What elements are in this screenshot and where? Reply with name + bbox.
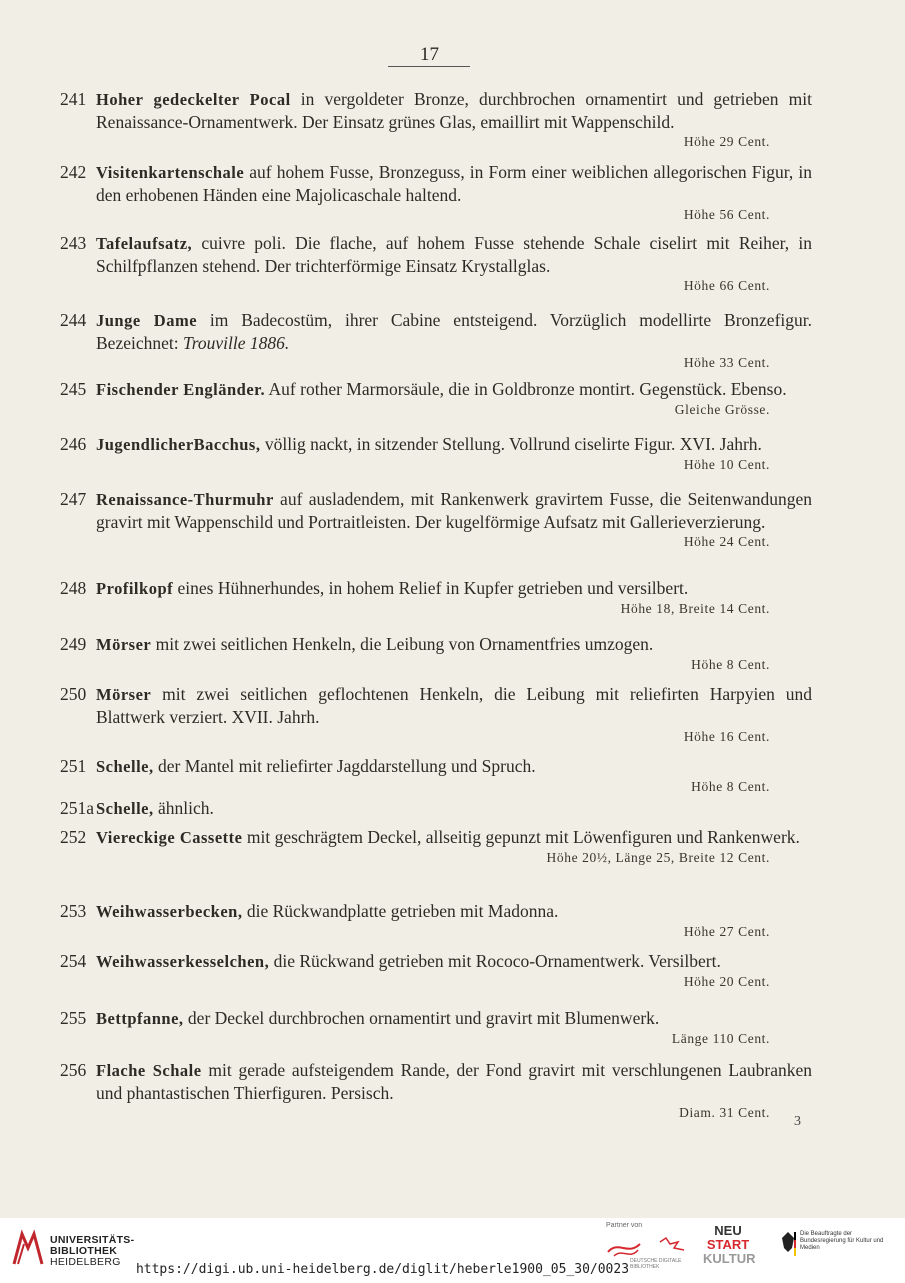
entry-number: 254 <box>60 951 87 971</box>
catalog-entry <box>60 826 812 866</box>
entry-number: 253 <box>60 901 87 921</box>
entry-text <box>60 1007 812 1030</box>
catalog-entry <box>60 755 812 795</box>
entry-text <box>60 633 812 656</box>
neustart-line1: NEU <box>714 1223 742 1238</box>
entry-title: Viereckige Cassette <box>96 828 243 847</box>
entry-number: 243 <box>60 233 87 253</box>
entry-title: Flache Schale <box>96 1061 202 1080</box>
entry-title: Bettpfanne, <box>96 1009 184 1028</box>
entry-description: in vergoldeter Bronze, durchbrochen ornamentirt und getrieben mit Renaissance-Ornamentwerk. Der Einsatz grünes Glas, emaillirt mit Wappenschild. <box>96 89 812 132</box>
neustart-line3: KULTUR <box>703 1251 756 1266</box>
entry-text <box>60 683 812 728</box>
entry-text <box>60 232 812 277</box>
entry-number: 251a <box>60 798 95 818</box>
catalog-entry <box>60 88 812 150</box>
entry-number: 252 <box>60 827 87 847</box>
entry-description: mit zwei seitlichen geflochtenen Henkeln, die Leibung mit reliefirten Harpyien und Blattwerk verziert. XVII. Jahrh. <box>96 684 812 727</box>
entry-description: eines Hühnerhundes, in hohem Relief in Kupfer getrieben und versilbert. <box>173 578 689 598</box>
catalog-entry <box>60 378 812 418</box>
entry-description: auf hohem Fusse, Bronzeguss, in Form einer weiblichen allegorischen Figur, in den erhobenen Händen eine Majolicaschale haltend. <box>96 162 812 205</box>
entry-title: Hoher gedeckelter Pocal <box>96 90 291 109</box>
entry-dimensions: Höhe 24 Cent. <box>683 534 770 549</box>
entry-text <box>60 88 812 133</box>
catalog-entry <box>60 309 812 371</box>
entry-description: cuivre poli. Die flache, auf hohem Fusse stehende Schale ciselirt mit Reiher, in Schilfpflanzen stehend. Der trichterförmige Einsatz Krystallglas. <box>96 233 812 276</box>
entry-text <box>60 755 812 778</box>
entry-dimensions: Höhe 29 Cent. <box>683 134 770 149</box>
entry-title: Renaissance-Thurmuhr <box>96 490 274 509</box>
entry-title: Mörser <box>96 685 152 704</box>
entry-description: auf ausladendem, mit Rankenwerk gravirtem Fusse, die Seitenwandungen gravirt mit Wappenschild und Portraitleisten. Der kugelförmige Aufsatz mit Gallerieverzierung. <box>96 489 812 532</box>
entry-description: mit geschrägtem Deckel, allseitig gepunzt mit Löwenfiguren und Rankenwerk. <box>242 827 800 847</box>
catalog-entry <box>60 1007 812 1047</box>
entry-text <box>60 433 812 456</box>
catalog-entry <box>60 900 812 940</box>
entry-title: Junge Dame <box>96 311 198 330</box>
entry-signature-inscription: Trouville 1886. <box>182 333 290 353</box>
entry-dimensions: Höhe 8 Cent. <box>691 657 770 672</box>
entry-number: 255 <box>60 1008 87 1028</box>
catalog-entry <box>60 633 812 673</box>
catalog-entry <box>60 950 812 990</box>
neustart-kultur-logo[interactable] <box>703 1223 756 1266</box>
entry-text <box>60 161 812 206</box>
entry-dimensions: Höhe 56 Cent. <box>683 207 770 222</box>
entry-number: 256 <box>60 1060 87 1080</box>
entry-text <box>60 900 812 923</box>
entry-description: die Rückwandplatte getrieben mit Madonna. <box>242 901 559 921</box>
entry-title: Schelle, <box>96 799 154 818</box>
entry-description: der Deckel durchbrochen ornamentirt und gravirt mit Blumenwerk. <box>183 1008 660 1028</box>
entry-dimensions: Länge 110 Cent. <box>671 1031 770 1046</box>
entry-number: 251 <box>60 756 87 776</box>
entry-number: 247 <box>60 489 87 509</box>
page-number: 17 <box>420 44 439 65</box>
entry-description: Auf rother Marmorsäule, die in Goldbronze montirt. Gegenstück. Ebenso. <box>265 379 787 399</box>
partner-label: Partner von <box>606 1222 643 1229</box>
entry-description: mit gerade aufsteigendem Rande, der Fond gravirt mit verschlungenen Laubranken und phantastischen Thierfiguren. Persisch. <box>96 1060 812 1103</box>
federal-commissioner-text: Die Beauftragte der Bundesregierung für Kultur und Medien <box>800 1231 884 1251</box>
catalog-entry <box>60 577 812 617</box>
entry-description: völlig nackt, in sitzender Stellung. Vollrund ciselirte Figur. XVI. Jahrh. <box>260 434 762 454</box>
library-name-line3: HEIDELBERG <box>50 1256 121 1268</box>
entry-title: Fischender Engländer. <box>96 380 266 399</box>
entry-dimensions: Gleiche Grösse. <box>674 402 770 417</box>
entry-description: ähnlich. <box>153 798 214 818</box>
entry-number: 241 <box>60 89 87 109</box>
entry-text <box>60 826 812 849</box>
neustart-line2: START <box>706 1237 750 1252</box>
federal-eagle-icon[interactable] <box>780 1230 796 1256</box>
entry-text <box>60 309 812 354</box>
entry-dimensions: Höhe 16 Cent. <box>683 729 770 744</box>
entry-number: 249 <box>60 634 87 654</box>
entry-title: Mörser <box>96 635 152 654</box>
entry-dimensions: Höhe 27 Cent. <box>683 924 770 939</box>
entry-dimensions: Höhe 20½, Länge 25, Breite 12 Cent. <box>546 850 770 865</box>
page-url[interactable]: https://digi.ub.uni-heidelberg.de/diglit/heberle1900_05_30/0023 <box>135 1262 630 1277</box>
entry-dimensions: Höhe 20 Cent. <box>683 974 770 989</box>
ddb-label: DEUTSCHE DIGITALE BIBLIOTHEK <box>630 1258 682 1270</box>
entry-text <box>60 378 812 401</box>
entry-description: mit zwei seitlichen Henkeln, die Leibung von Ornamentfries umzogen. <box>151 634 654 654</box>
library-name-line1: UNIVERSITÄTS- <box>50 1234 135 1246</box>
entry-description: die Rückwand getrieben mit Rococo-Ornamentwerk. Versilbert. <box>269 951 721 971</box>
entry-title: JugendlicherBacchus, <box>96 435 261 454</box>
entry-dimensions: Höhe 33 Cent. <box>683 355 770 370</box>
page-number-rule <box>388 66 470 67</box>
library-name-line2: BIBLIOTHEK <box>50 1245 118 1257</box>
catalog-entry <box>60 797 812 820</box>
entry-number: 242 <box>60 162 87 182</box>
entry-description: im Badecostüm, ihrer Cabine entsteigend. Vorzüglich modellirte Bronzefigur. Bezeichnet: <box>96 310 812 353</box>
footer-bar <box>0 1218 905 1283</box>
catalog-entry <box>60 1059 812 1121</box>
catalog-entry <box>60 683 812 745</box>
entry-title: Weihwasserkesselchen, <box>96 952 270 971</box>
entry-title: Weihwasserbecken, <box>96 902 243 921</box>
catalog-entry <box>60 161 812 223</box>
catalog-entry <box>60 433 812 473</box>
catalog-entry <box>60 488 812 550</box>
entry-number: 246 <box>60 434 87 454</box>
entry-number: 248 <box>60 578 87 598</box>
entry-text <box>60 950 812 973</box>
entry-title: Profilkopf <box>96 579 174 598</box>
entry-number: 250 <box>60 684 87 704</box>
signature-mark: 3 <box>794 1114 801 1129</box>
entry-title: Tafelaufsatz, <box>96 234 193 253</box>
entry-description: der Mantel mit reliefirter Jagddarstellung und Spruch. <box>153 756 536 776</box>
entry-dimensions: Höhe 8 Cent. <box>691 779 770 794</box>
entry-dimensions: Höhe 18, Breite 14 Cent. <box>620 601 770 616</box>
entry-title: Schelle, <box>96 757 154 776</box>
entry-title: Visitenkartenschale <box>96 163 245 182</box>
entry-text <box>60 488 812 533</box>
entry-dimensions: Höhe 66 Cent. <box>683 278 770 293</box>
entry-dimensions: Diam. 31 Cent. <box>679 1105 770 1120</box>
entry-dimensions: Höhe 10 Cent. <box>683 457 770 472</box>
entry-text <box>60 797 812 820</box>
entry-text <box>60 1059 812 1104</box>
catalog-entry <box>60 232 812 294</box>
entry-number: 245 <box>60 379 87 399</box>
entry-text <box>60 577 812 600</box>
entry-number: 244 <box>60 310 87 330</box>
